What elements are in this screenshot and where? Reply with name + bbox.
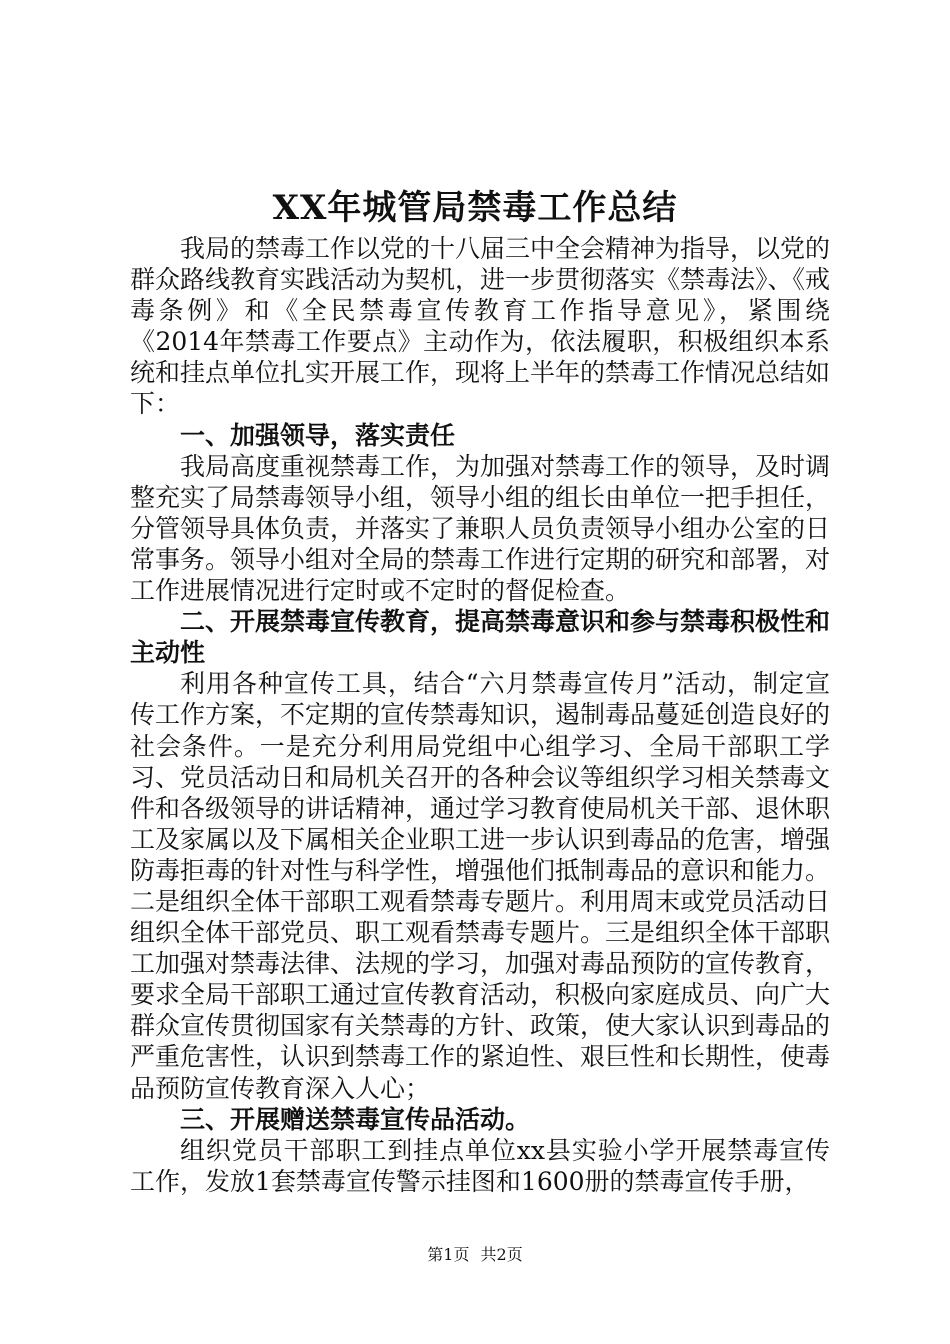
intro-paragraph: 我局的禁毒工作以党的十八届三中全会精神为指导，以党的群众路线教育实践活动为契机，进一步贯彻落实《禁毒法》、《戒毒条例》和《全民禁毒宣传教育工作指导意见》，紧围绕《2014年禁毒工作要点》主动作为，依法履职，积极组织本系统和挂点单位扎实开展工作，现将上半年的禁毒工作情况总结如下： [130, 234, 831, 419]
section-heading-1: 一、加强领导，落实责任 [180, 420, 456, 450]
document-title: XX年城管局禁毒工作总结 [272, 188, 678, 228]
page-footer: 第1页 共2页 [427, 1245, 523, 1264]
section-paragraph-3: 组织党员干部职工到挂点单位xx县实验小学开展禁毒宣传工作，发放1套禁毒宣传警示挂图和1600册的禁毒宣传手册， [130, 1135, 830, 1196]
document-body [130, 233, 830, 1197]
section-heading-2: 二、开展禁毒宣传教育，提高禁毒意识和参与禁毒积极性和主动性 [130, 607, 831, 668]
section-paragraph-1: 我局高度重视禁毒工作，为加强对禁毒工作的领导，及时调整充实了局禁毒领导小组，领导小组的组长由单位一把手担任，分管领导具体负责，并落实了兼职人员负责领导小组办公室的日常事务。领导小组对全局的禁毒工作进行定期的研究和部署，对工作进展情况进行定时或不定时的督促检查。 [130, 451, 831, 606]
section-heading-3: 三、开展赠送禁毒宣传品活动。 [180, 1104, 531, 1134]
section-paragraph-2: 利用各种宣传工具，结合“六月禁毒宣传月”活动，制定宣传工作方案，不定期的宣传禁毒知识，遏制毒品蔓延创造良好的社会条件。一是充分利用局党组中心组学习、全局干部职工学习、党员活动日和局机关召开的各种会议等组织学习相关禁毒文件和各级领导的讲话精神，通过学习教育使局机关干部、退休职工及家属以及下属相关企业职工进一步认识到毒品的危害，增强防毒拒毒的针对性与科学性，增强他们抵制毒品的意识和能力。二是组织全体干部职工观看禁毒专题片。利用周末或党员活动日组织全体干部党员、职工观看禁毒专题片。三是组织全体干部职工加强对禁毒法律、法规的学习，加强对毒品预防的宣传教育，要求全局干部职工通过宣传教育活动，积极向家庭成员、向广大群众宣传贯彻国家有关禁毒的方针、政策，使大家认识到毒品的严重危害性，认识到禁毒工作的紧迫性、艰巨性和长期性，使毒品预防宣传教育深入人心； [130, 669, 831, 1103]
